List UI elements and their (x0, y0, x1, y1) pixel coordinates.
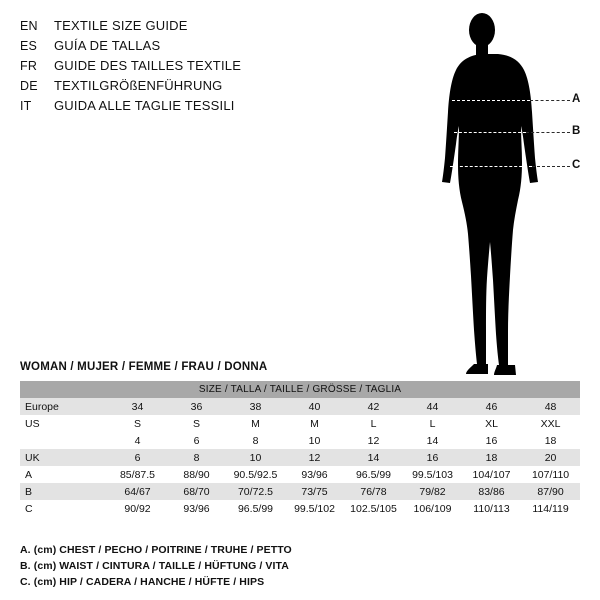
cell: 4 (108, 432, 167, 449)
cell: 16 (403, 449, 462, 466)
row-label: US (20, 415, 108, 432)
cell: L (403, 415, 462, 432)
language-code: FR (20, 59, 38, 73)
language-row (20, 96, 350, 116)
cell: 8 (167, 449, 226, 466)
cell: 20 (521, 449, 580, 466)
cell: 93/96 (285, 466, 344, 483)
cell: 70/72.5 (226, 483, 285, 500)
measure-leader-hip (532, 166, 570, 167)
section-title-woman: WOMAN / MUJER / FEMME / FRAU / DONNA (20, 361, 268, 373)
cell: 38 (226, 398, 285, 415)
row-label: A (20, 466, 108, 483)
cell: 14 (344, 449, 403, 466)
row-label: UK (20, 449, 108, 466)
cell: 18 (521, 432, 580, 449)
language-title: TEXTILGRÖßENFÜHRUNG (54, 78, 223, 93)
table-row (20, 398, 580, 415)
cell: 90.5/92.5 (226, 466, 285, 483)
table-row (20, 500, 580, 517)
cell: 85/87.5 (108, 466, 167, 483)
language-code: ES (20, 39, 38, 53)
cell: 90/92 (108, 500, 167, 517)
cell: M (226, 415, 285, 432)
measure-leader-waist (526, 132, 570, 133)
table-row (20, 449, 580, 466)
cell: 6 (108, 449, 167, 466)
size-table (20, 381, 580, 517)
cell: 12 (285, 449, 344, 466)
row-label: C (20, 500, 108, 517)
table-header-row (20, 381, 580, 398)
cell: 36 (167, 398, 226, 415)
female-body-silhouette-icon (420, 8, 595, 378)
cell: 99.5/103 (403, 466, 462, 483)
cell: XXL (521, 415, 580, 432)
cell: 87/90 (521, 483, 580, 500)
cell: 12 (344, 432, 403, 449)
language-title: TEXTILE SIZE GUIDE (54, 18, 188, 33)
cell: 99.5/102 (285, 500, 344, 517)
cell: 68/70 (167, 483, 226, 500)
row-label: B (20, 483, 108, 500)
measure-label-b: B (572, 125, 581, 137)
language-title: GUIDE DES TAILLES TEXTILE (54, 58, 242, 73)
cell: S (167, 415, 226, 432)
row-label (20, 432, 108, 449)
cell: 14 (403, 432, 462, 449)
footnote-hip: C. (cm) HIP / CADERA / HANCHE / HÜFTE / HIPS (20, 576, 265, 588)
cell: 96.5/99 (226, 500, 285, 517)
language-row (20, 36, 350, 56)
cell: 16 (462, 432, 521, 449)
cell: 106/109 (403, 500, 462, 517)
cell: 110/113 (462, 500, 521, 517)
cell: 44 (403, 398, 462, 415)
cell: 76/78 (344, 483, 403, 500)
cell: XL (462, 415, 521, 432)
cell: 10 (285, 432, 344, 449)
cell: 64/67 (108, 483, 167, 500)
cell: 73/75 (285, 483, 344, 500)
footnotes-block (20, 542, 292, 590)
language-title: GUIDA ALLE TAGLIE TESSILI (54, 98, 235, 113)
language-row (20, 56, 350, 76)
cell: L (344, 415, 403, 432)
table-row (20, 432, 580, 449)
cell: 10 (226, 449, 285, 466)
table-row (20, 483, 580, 500)
measure-label-c: C (572, 159, 581, 171)
row-label: Europe (20, 398, 108, 415)
cell: 18 (462, 449, 521, 466)
language-title: GUÍA DE TALLAS (54, 38, 161, 53)
table-row (20, 415, 580, 432)
cell: M (285, 415, 344, 432)
cell: 46 (462, 398, 521, 415)
cell: 8 (226, 432, 285, 449)
language-row (20, 16, 350, 36)
footnote-waist: B. (cm) WAIST / CINTURA / TAILLE / HÜFTUNG / VITA (20, 560, 289, 572)
language-code: IT (20, 99, 32, 113)
language-code: DE (20, 79, 38, 93)
measure-line-waist (454, 132, 526, 133)
measure-leader-chest (530, 100, 570, 101)
cell: 104/107 (462, 466, 521, 483)
cell: 34 (108, 398, 167, 415)
cell: 114/119 (521, 500, 580, 517)
cell: 107/110 (521, 466, 580, 483)
measure-label-a: A (572, 93, 581, 105)
language-code: EN (20, 19, 38, 33)
cell: 40 (285, 398, 344, 415)
cell: 42 (344, 398, 403, 415)
cell: 93/96 (167, 500, 226, 517)
body-figure-area (420, 8, 595, 378)
cell: 48 (521, 398, 580, 415)
cell: 102.5/105 (344, 500, 403, 517)
cell: 96.5/99 (344, 466, 403, 483)
cell: 6 (167, 432, 226, 449)
cell: 83/86 (462, 483, 521, 500)
language-header-block (20, 16, 350, 116)
cell: S (108, 415, 167, 432)
measure-line-chest (452, 100, 530, 101)
language-row (20, 76, 350, 96)
table-row (20, 466, 580, 483)
measure-line-hip (450, 166, 532, 167)
cell: 88/90 (167, 466, 226, 483)
cell: 79/82 (403, 483, 462, 500)
table-header-label: SIZE / TALLA / TAILLE / GRÖSSE / TAGLIA (20, 381, 580, 398)
footnote-chest: A. (cm) CHEST / PECHO / POITRINE / TRUHE / PETTO (20, 544, 292, 556)
